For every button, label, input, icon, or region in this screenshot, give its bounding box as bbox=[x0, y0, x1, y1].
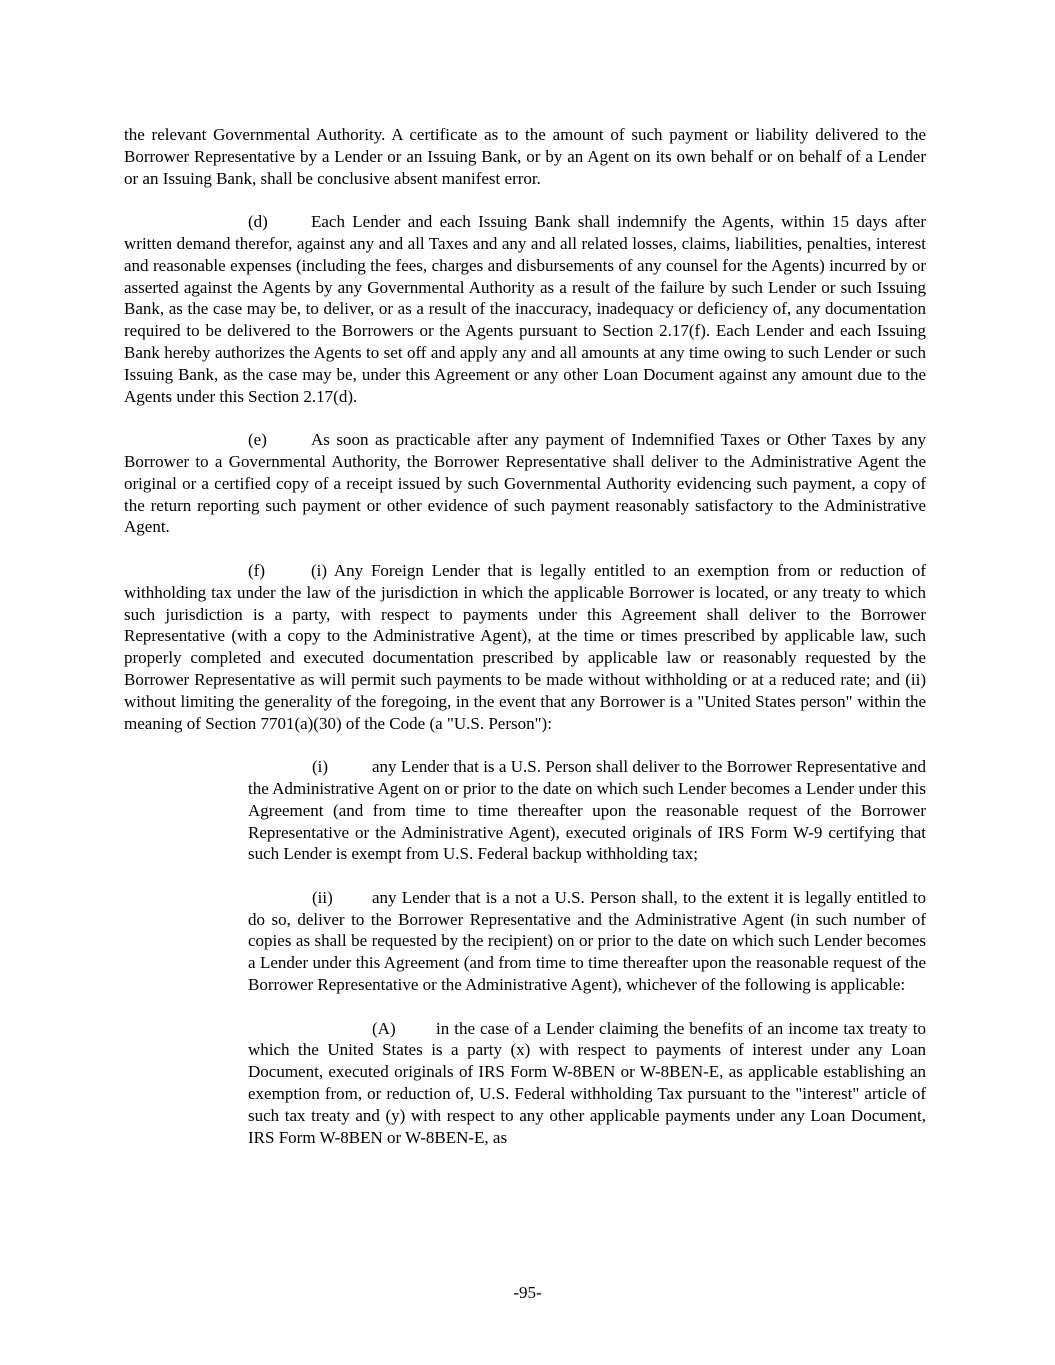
clause-f-ii-a-marker: (A) bbox=[372, 1018, 396, 1038]
page-number: -95- bbox=[513, 1283, 542, 1302]
clause-f-ii-a bbox=[248, 1018, 926, 1149]
clause-f-i-text: any Lender that is a U.S. Person shall deliver to the Borrower Representative and the Administrative Agent on or prior to the date on which such Lender becomes a Lender under this Agreement (and from time to time thereafter upon the reasonable request of the Borrower Representative or the Administrative Agent), executed originals of IRS Form W-9 certifying that such Lender is exempt from U.S. Federal backup withholding tax; bbox=[248, 757, 926, 864]
document-page bbox=[124, 124, 926, 1170]
paragraph-d-marker: (d) bbox=[248, 212, 268, 232]
clause-f-i bbox=[248, 756, 926, 865]
paragraph-f-marker: (f) bbox=[248, 560, 265, 580]
clause-f-ii-text: any Lender that is a not a U.S. Person shall, to the extent it is legally entitled to do so, deliver to the Borrower Representative and the Administrative Agent (in such number of copies as shall be requested by the recipient) on or prior to the date on which such Lender becomes a Lender under this Agreement (and from time to time thereafter upon the reasonable request of the Borrower Representative or the Administrative Agent), whichever of the following is applicable: bbox=[248, 887, 926, 995]
paragraph-continuation: the relevant Governmental Authority. A certificate as to the amount of such payment or liability delivered to the Borrower Representative by a Lender or an Issuing Bank, or by an Agent on its own behalf or on behalf of a Lender or an Issuing Bank, shall be conclusive absent manifest error. bbox=[124, 125, 926, 188]
paragraph-e bbox=[124, 429, 926, 538]
clause-f-i-marker: (i) bbox=[312, 757, 329, 777]
clause-f-ii bbox=[248, 887, 926, 996]
paragraph-e-marker: (e) bbox=[248, 430, 267, 450]
paragraph-d-text: Each Lender and each Issuing Bank shall indemnify the Agents, within 15 days after written demand therefor, against any and all Taxes and any and all related losses, claims, liabilities, penalties, interest and reasonable expenses (including the fees, charges and disbursements of any counsel for the Agents) incurred by or asserted against the Agents by any Governmental Authority as a result of the failure by such Lender or such Issuing Bank, as the case may be, to deliver, or as a result of the inaccuracy, inadequacy or deficiency of, any documentation required to be delivered to the Borrowers or the Agents pursuant to Section 2.17(f). Each Lender and each Issuing Bank hereby authorizes the Agents to set off and apply any and all amounts at any time owing to such Lender or such Issuing Bank, as the case may be, under this Agreement or any other Loan Document against any amount due to the Agents under this Section 2.17(d). bbox=[124, 212, 926, 406]
clause-f-ii-a-text: in the case of a Lender claiming the benefits of an income tax treaty to which the United States is a party (x) with respect to payments of interest under any Loan Document, executed originals of IRS Form W-8BEN or W-8BEN-E, as applicable establishing an exemption from, or reduction of, U.S. Federal withholding Tax pursuant to the "interest" article of such tax treaty and (y) with respect to any other applicable payments under any Loan Document, IRS Form W-8BEN or W-8BEN-E, as bbox=[248, 1018, 926, 1147]
paragraph-f bbox=[124, 560, 926, 734]
paragraph-d bbox=[124, 211, 926, 407]
paragraph-f-text: (i) Any Foreign Lender that is legally entitled to an exemption from or reduction of withholding tax under the law of the jurisdiction in which the applicable Borrower is located, or any treaty to which such jurisdiction is a party, with respect to payments under this Agreement shall deliver to the Borrower Representative (with a copy to the Administrative Agent), at the time or times prescribed by applicable law, such properly completed and executed documentation prescribed by applicable law or reasonably requested by the Borrower Representative as will permit such payments to be made without withholding or at a reduced rate; and (ii) without limiting the generality of the foregoing, in the event that any Borrower is a "United States person" within the meaning of Section 7701(a)(30) of the Code (a "U.S. Person"): bbox=[124, 560, 926, 733]
clause-f-ii-marker: (ii) bbox=[312, 887, 333, 907]
paragraph-e-text: As soon as practicable after any payment of Indemnified Taxes or Other Taxes by any Borrower to a Governmental Authority, the Borrower Representative shall deliver to the Administrative Agent the original or a certified copy of a receipt issued by such Governmental Authority evidencing such payment, a copy of the return reporting such payment or other evidence of such payment reasonably satisfactory to the Administrative Agent. bbox=[124, 430, 926, 537]
